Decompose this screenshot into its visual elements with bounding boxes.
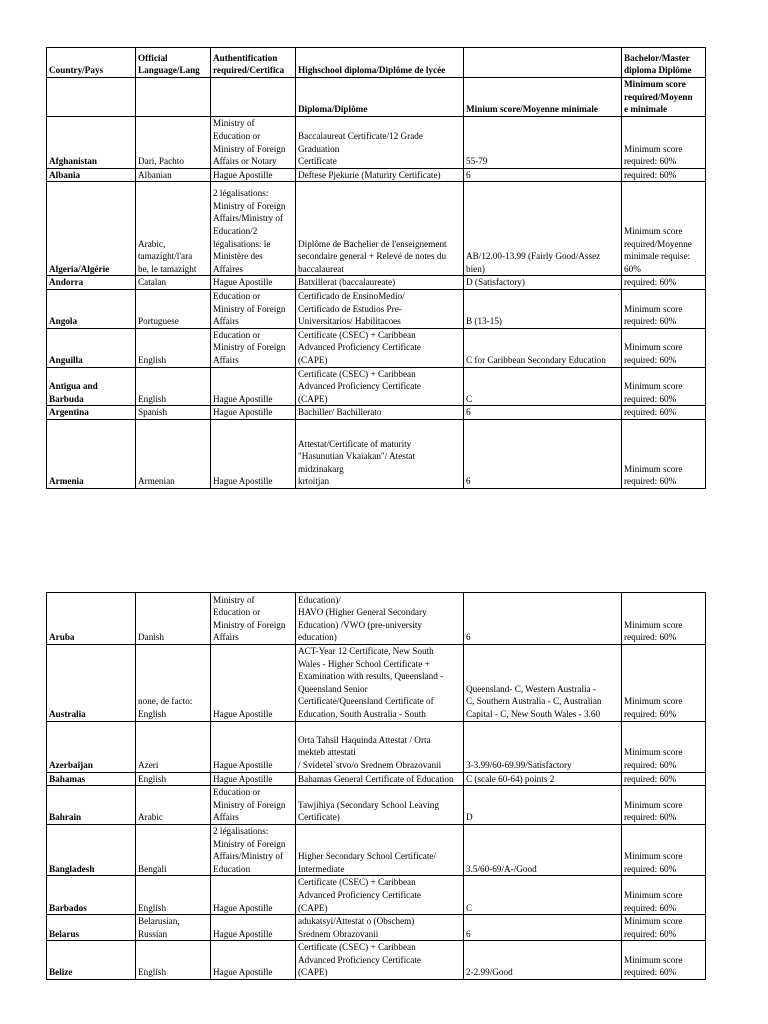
country-cell: Bahamas [47, 772, 136, 786]
language-cell: Arabic [136, 786, 211, 825]
table-row [47, 116, 706, 168]
table-row [47, 721, 706, 772]
table-row [47, 328, 706, 367]
authentification-cell: Hague Apostille [211, 772, 296, 786]
language-cell: English [136, 772, 211, 786]
min-score-cell: 3-3.99/60-69.99/Satisfactory [464, 721, 622, 772]
table-row [47, 367, 706, 406]
min-score-cell: 6 [464, 915, 622, 941]
bachelor-min-cell: Minimum score required/Moyenne minimale requise: 60% [622, 182, 706, 276]
diploma-cell: Certificate (CSEC) + Caribbean Advanced Proficiency Certificate (CAPE) [296, 941, 464, 980]
authentification-cell: Hague Apostille [211, 367, 296, 406]
table-row [47, 593, 706, 645]
country-cell: Afghanistan [47, 116, 136, 168]
table-row [47, 941, 706, 980]
min-score-cell: C [464, 876, 622, 915]
authentification-cell: Hague Apostille [211, 941, 296, 980]
subheader-empty [47, 78, 136, 117]
authentification-cell: 2 légalisations: Ministry of Foreign Affairs/Ministry of Education/2 légalisations: le Ministère des Affaires [211, 182, 296, 276]
min-score-cell: 55-79 [464, 116, 622, 168]
subheader-empty [136, 78, 211, 117]
bachelor-min-cell: Minimum score required: 60% [622, 824, 706, 875]
diploma-cell: Education)/ HAVO (Higher General Secondary Education) /VWO (pre-university education) [296, 593, 464, 645]
diploma-cell: Baccalaureat Certificate/12 Grade Graduation Certificate [296, 116, 464, 168]
authentification-cell: Hague Apostille [211, 419, 296, 488]
diploma-cell: Deftese Pjekurie (Maturity Certificate) [296, 168, 464, 182]
subheader-empty [211, 78, 296, 117]
table-row [47, 645, 706, 722]
bachelor-min-cell: Minimum score required: 60% [622, 116, 706, 168]
bachelor-min-cell: required: 60% [622, 406, 706, 420]
authentification-cell: Hague Apostille [211, 721, 296, 772]
country-cell: Albania [47, 168, 136, 182]
language-cell: English [136, 876, 211, 915]
authentification-cell: Education or Ministry of Foreign Affairs [211, 786, 296, 825]
bachelor-min-cell: required: 60% [622, 168, 706, 182]
header-bachelor: Bachelor/Master diploma Diplôme [622, 48, 706, 78]
min-score-cell: AB/12.00-13.99 (Fairly Good/Assez bien) [464, 182, 622, 276]
bachelor-min-cell: Minimum score required: 60% [622, 645, 706, 722]
table-row [47, 276, 706, 290]
authentification-cell: Hague Apostille [211, 406, 296, 420]
bachelor-min-cell: Minimum score required: 60% [622, 328, 706, 367]
country-cell: Azerbaijan [47, 721, 136, 772]
admissions-table-2 [46, 592, 706, 980]
language-cell: Albanian [136, 168, 211, 182]
language-cell: Bengali [136, 824, 211, 875]
header-authentification: Authentification required/Certifica [211, 48, 296, 78]
diploma-cell: Orta Tahsil Haquinda Attestat / Orta mekteb attestati / Svidetel`stvo/o Srednem Obrazovanii [296, 721, 464, 772]
header-row [47, 48, 706, 78]
bachelor-min-cell: Minimum score required: 60% [622, 876, 706, 915]
country-cell: Belarus [47, 915, 136, 941]
table-row [47, 824, 706, 875]
subheader-min-score: Minium score/Moyenne minimale [464, 78, 622, 117]
language-cell: Armenian [136, 419, 211, 488]
bachelor-min-cell: Minimum score required: 60% [622, 593, 706, 645]
diploma-cell: Attestat/Certificate of maturity "Hasunutian Vkaiakan"/ Atestat midzinakarg krtoitjan [296, 419, 464, 488]
header-empty [464, 48, 622, 78]
language-cell: Danish [136, 593, 211, 645]
country-cell: Barbados [47, 876, 136, 915]
min-score-cell: 6 [464, 419, 622, 488]
bachelor-min-cell: Minimum score required: 60% [622, 721, 706, 772]
authentification-cell: Hague Apostille [211, 276, 296, 290]
language-cell: none, de facto: English [136, 645, 211, 722]
bachelor-min-cell: Minimum score required: 60% [622, 941, 706, 980]
diploma-cell: Bahamas General Certificate of Education [296, 772, 464, 786]
language-cell: English [136, 941, 211, 980]
country-cell: Anguilla [47, 328, 136, 367]
authentification-cell: Ministry of Education or Ministry of Foreign Affairs or Notary [211, 116, 296, 168]
country-cell: Angola [47, 289, 136, 328]
diploma-cell: Batxillerat (baccalaureate) [296, 276, 464, 290]
country-cell: Belize [47, 941, 136, 980]
diploma-cell: Tawjihiya (Secondary School Leaving Certificate) [296, 786, 464, 825]
diploma-cell: Certificate (CSEC) + Caribbean Advanced Proficiency Certificate (CAPE) [296, 876, 464, 915]
min-score-cell: 6 [464, 406, 622, 420]
country-cell: Armenia [47, 419, 136, 488]
language-cell: Azeri [136, 721, 211, 772]
diploma-cell: Certificado de EnsinoMedio/ Certificado de Estudios Pre- Universitarios/ Habilitacoes [296, 289, 464, 328]
language-cell: Portuguese [136, 289, 211, 328]
authentification-cell: Education or Ministry of Foreign Affairs [211, 289, 296, 328]
table-row [47, 168, 706, 182]
header-country: Country/Pays [47, 48, 136, 78]
header-language: Official Language/Lang [136, 48, 211, 78]
admissions-table-1 [46, 47, 706, 489]
bachelor-min-cell: Minimum score required: 60% [622, 419, 706, 488]
country-cell: Argentina [47, 406, 136, 420]
subheader-row [47, 78, 706, 117]
min-score-cell: 2-2.99/Good [464, 941, 622, 980]
country-cell: Bangladesh [47, 824, 136, 875]
min-score-cell: C [464, 367, 622, 406]
country-cell: Algeria/Algérie [47, 182, 136, 276]
min-score-cell: D [464, 786, 622, 825]
language-cell: Belarusian, Russian [136, 915, 211, 941]
bachelor-min-cell: Minimum score required: 60% [622, 786, 706, 825]
authentification-cell: Hague Apostille [211, 915, 296, 941]
diploma-cell: Bachiller/ Bachillerato [296, 406, 464, 420]
table-row [47, 406, 706, 420]
authentification-cell: Hague Apostille [211, 168, 296, 182]
table-row [47, 876, 706, 915]
min-score-cell: C (scale 60-64) points 2 [464, 772, 622, 786]
diploma-cell: Certificate (CSEC) + Caribbean Advanced Proficiency Certificate (CAPE) [296, 367, 464, 406]
country-cell: Andorra [47, 276, 136, 290]
table-row [47, 182, 706, 276]
bachelor-min-cell: Minimum score required: 60% [622, 289, 706, 328]
language-cell: English [136, 328, 211, 367]
country-cell: Bahrain [47, 786, 136, 825]
min-score-cell: Queensland- C, Western Australia - C, Southern Australia - C, Australian Capital - C, New South Wales - 3.60 [464, 645, 622, 722]
bachelor-min-cell: Minimum score required: 60% [622, 915, 706, 941]
diploma-cell: Higher Secondary School Certificate/ Intermediate [296, 824, 464, 875]
authentification-cell: Hague Apostille [211, 645, 296, 722]
authentification-cell: 2 légalisations: Ministry of Foreign Affairs/Ministry of Education [211, 824, 296, 875]
language-cell: English [136, 367, 211, 406]
language-cell: Catalan [136, 276, 211, 290]
diploma-cell: adukatsyi/Attestat o (Obschem) Srednem Obrazovanii [296, 915, 464, 941]
diploma-cell: Certificate (CSEC) + Caribbean Advanced Proficiency Certificate (CAPE) [296, 328, 464, 367]
country-cell: Antigua and Barbuda [47, 367, 136, 406]
min-score-cell: 6 [464, 593, 622, 645]
language-cell: Spanish [136, 406, 211, 420]
table-row [47, 915, 706, 941]
country-cell: Australia [47, 645, 136, 722]
bachelor-min-cell: Minimum score required: 60% [622, 367, 706, 406]
min-score-cell: 6 [464, 168, 622, 182]
language-cell: Arabic, tamazight/l'ara be, le tamazight [136, 182, 211, 276]
min-score-cell: 3.5/60-69/A-/Good [464, 824, 622, 875]
bachelor-min-cell: required: 60% [622, 772, 706, 786]
authentification-cell: Ministry of Education or Ministry of Foreign Affairs [211, 593, 296, 645]
country-cell: Aruba [47, 593, 136, 645]
table-row [47, 289, 706, 328]
min-score-cell: B (13-15) [464, 289, 622, 328]
subheader-diploma: Diploma/Diplôme [296, 78, 464, 117]
min-score-cell: C for Caribbean Secondary Education [464, 328, 622, 367]
diploma-cell: ACT-Year 12 Certificate, New South Wales - Higher School Certificate + Examination with results, Queensland - Queensland Senior Certificate/Queensland Certificate of Education, South Australia - South [296, 645, 464, 722]
table-row [47, 419, 706, 488]
language-cell: Dari, Pachto [136, 116, 211, 168]
table-row [47, 786, 706, 825]
authentification-cell: Hague Apostille [211, 876, 296, 915]
table-row [47, 772, 706, 786]
min-score-cell: D (Satisfactory) [464, 276, 622, 290]
bachelor-min-cell: required: 60% [622, 276, 706, 290]
header-highschool: Highschool diploma/Diplôme de lycée [296, 48, 464, 78]
subheader-bachelor-min: Minimum score required/Moyenn e minimale [622, 78, 706, 117]
authentification-cell: Education or Ministry of Foreign Affairs [211, 328, 296, 367]
diploma-cell: Diplôme de Bachelier de l'enseignement secondaire general + Relevé de notes du baccalaureat [296, 182, 464, 276]
